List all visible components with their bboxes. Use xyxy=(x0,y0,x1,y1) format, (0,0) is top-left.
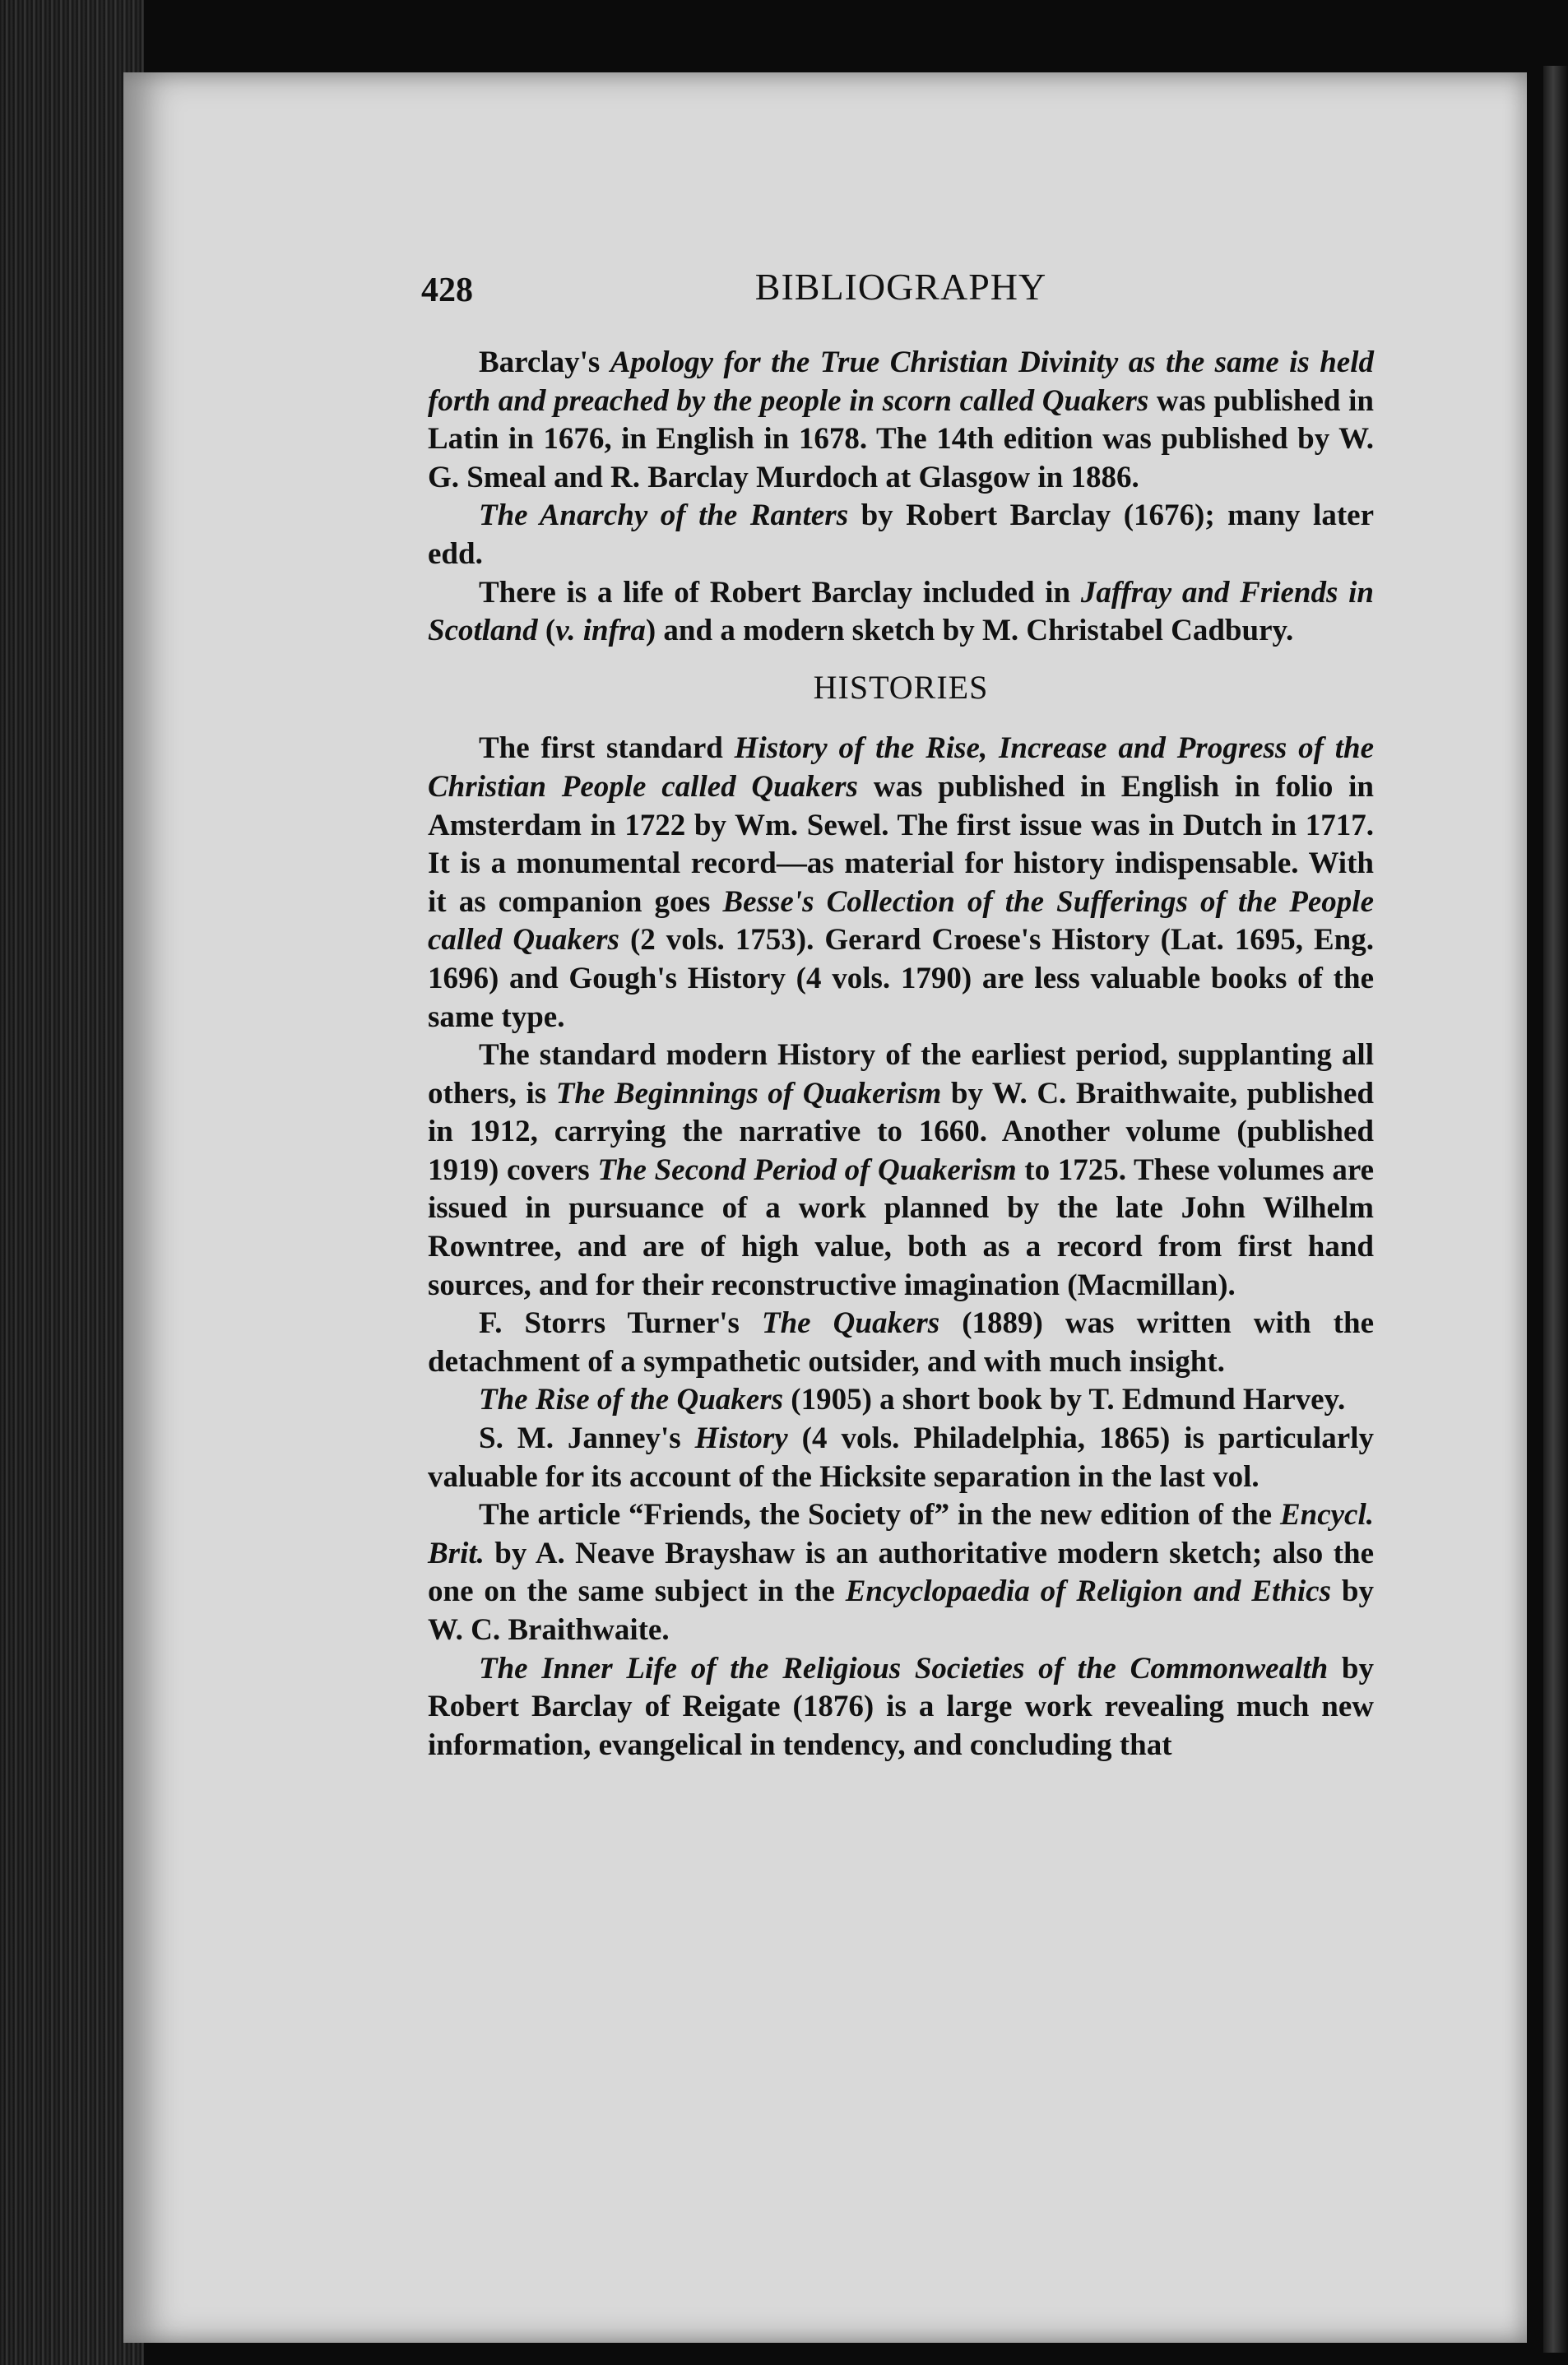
italic-title-text: Apology for the True Christian Divinity as the same is held forth and preached by the people in scorn called Quakers xyxy=(428,345,1374,418)
running-head-title: BIBLIOGRAPHY xyxy=(754,266,1047,308)
paragraph-text: was published in English in folio in Amsterdam in 1722 by Wm. Sewel. The first issue was in Dutch in 1717. It is a monumental record—as material for history indispensable. With it as companion goes xyxy=(428,769,1375,919)
italic-title-text: Besse's Collection of the Sufferings of the People called Quakers xyxy=(428,884,1374,958)
paragraph-text: ( xyxy=(537,614,556,648)
paragraph-text: ) and a modern sketch by M. Christabel Cadbury. xyxy=(645,614,1294,648)
page-number: 428 xyxy=(421,271,473,309)
paragraph-text: (2 vols. 1753). Gerard Croese's History (Lat. 1695, Eng. 1696) and Gough's History (4 vols. 1790) are less valuable books of the same type. xyxy=(428,923,1374,1034)
paragraph-text: by Robert Barclay of Reigate (1876) is a large work revealing much new information, evangelical in tendency, and concluding that xyxy=(428,1651,1375,1762)
paragraph-text: F. Storrs Turner's xyxy=(479,1306,762,1341)
bibliography-entries xyxy=(428,344,1374,651)
paragraph-text: to 1725. These volumes are issued in pursuance of a work planned by the late John Wilhelm Rowntree, and are of high value, both as a record from first hand sources, and for their reconstructive imagination (Macmillan). xyxy=(428,1152,1374,1302)
paragraph xyxy=(428,574,1374,651)
paragraph-text: (4 vols. Philadelphia, 1865) is particularly valuable for its account of the Hicksite separation in the last vol. xyxy=(428,1421,1374,1494)
italic-title-text: Encycl. Brit. xyxy=(428,1498,1374,1570)
paragraph xyxy=(428,1381,1374,1420)
paragraph xyxy=(428,1420,1374,1496)
paragraph-text: The first standard xyxy=(479,731,735,766)
paragraph xyxy=(428,344,1374,497)
paragraph xyxy=(428,497,1374,573)
paragraph-text: (1889) was written with the detachment of a sympathetic outsider, and with much insight. xyxy=(428,1306,1375,1379)
running-head xyxy=(421,266,1374,329)
paragraph-text: The standard modern History of the earliest period, supplanting all others, is xyxy=(428,1038,1374,1111)
italic-title-text: The Quakers xyxy=(761,1306,940,1341)
paragraph-text: The article “Friends, the Society of” in the new edition of the xyxy=(479,1498,1280,1533)
italic-title-text: Jaffray and Friends in Scotland xyxy=(428,575,1374,648)
paragraph-text: (1905) a short book by T. Edmund Harvey. xyxy=(783,1383,1346,1417)
text-block xyxy=(421,266,1375,1764)
italic-title-text: History xyxy=(694,1421,788,1456)
italic-title-text: The Rise of the Quakers xyxy=(479,1383,783,1417)
italic-title-text: Encyclopaedia of Religion and Ethics xyxy=(845,1574,1331,1609)
paragraph-text: by Robert Barclay (1676); many later edd. xyxy=(428,499,1374,571)
italic-title-text: The Inner Life of the Religious Societies of the Commonwealth xyxy=(479,1651,1329,1686)
histories-entries xyxy=(428,730,1374,1764)
paragraph-text: by A. Neave Brayshaw is an authoritative modern sketch; also the one on the same subject in the xyxy=(428,1536,1374,1609)
italic-title-text: The Anarchy of the Ranters xyxy=(479,499,849,533)
italic-title-text: v. infra xyxy=(555,614,646,648)
paragraph-text: was published in Latin in 1676, in English in 1678. The 14th edition was published by W. G. Smeal and R. Barclay Murdoch at Glasgow in 1886. xyxy=(428,383,1374,494)
paragraph xyxy=(428,1496,1374,1649)
paragraph-text: by W. C. Braithwaite, published in 1912, carrying the narrative to 1660. Another volume (published 1919) covers xyxy=(428,1076,1374,1187)
paragraph xyxy=(428,1650,1374,1765)
italic-title-text: History of the Rise, Increase and Progress of the Christian People called Quakers xyxy=(428,731,1374,804)
paragraph-text: by W. C. Braithwaite. xyxy=(428,1574,1375,1647)
section-heading-histories: HISTORIES xyxy=(813,668,989,706)
paragraph xyxy=(428,1036,1374,1305)
paragraph xyxy=(428,1305,1374,1381)
book-page-edges xyxy=(0,0,144,2365)
italic-title-text: The Beginnings of Quakerism xyxy=(555,1076,942,1111)
book-right-edge xyxy=(1543,66,1568,2353)
italic-title-text: The Second Period of Quakerism xyxy=(597,1152,1017,1187)
paragraph-text: There is a life of Robert Barclay included in xyxy=(479,575,1081,610)
paragraph xyxy=(428,730,1374,1036)
paragraph-text: Barclay's xyxy=(479,345,610,379)
paragraph-text: S. M. Janney's xyxy=(479,1421,695,1456)
